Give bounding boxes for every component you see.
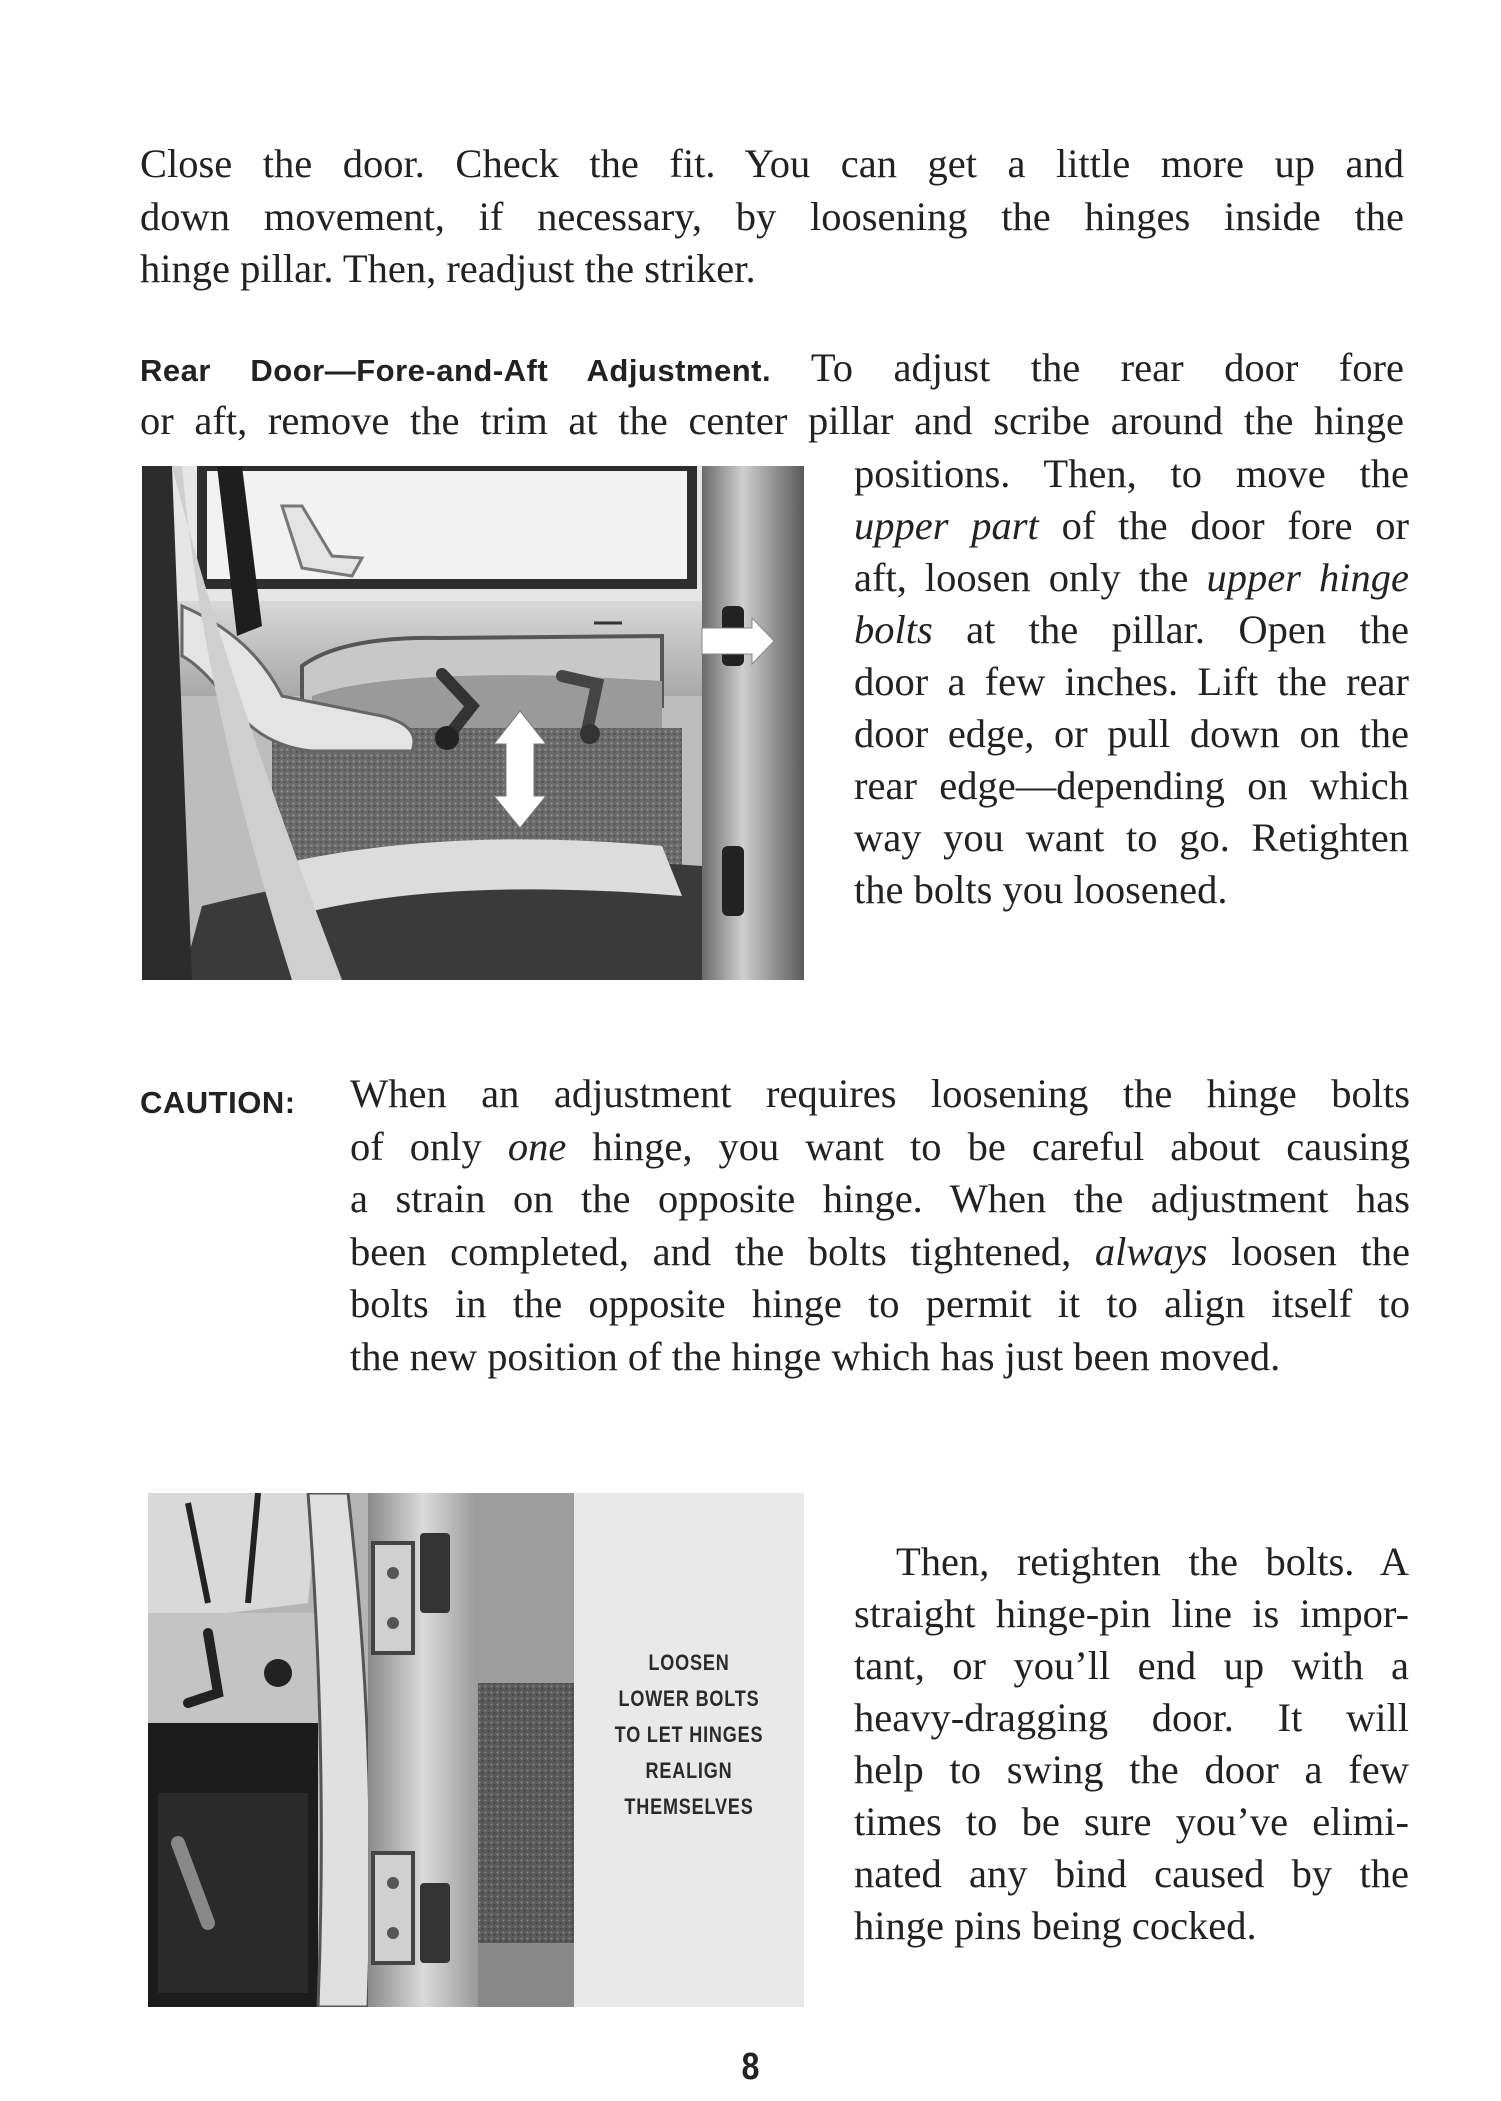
text-line: [140, 342, 1404, 395]
text-run: hinge, you want to be careful about causing: [592, 1123, 1411, 1169]
paragraph-rear-door-adjustment: [140, 342, 1404, 447]
text-line: positions. Then, to move the: [854, 451, 1409, 496]
door-adjustment-photo: [142, 466, 804, 980]
text-line: nated any bind caused by the: [854, 1851, 1409, 1896]
text-line: help to swing the door a few: [854, 1747, 1409, 1792]
callout-line: TO LET HINGES: [614, 1722, 764, 1747]
callout-line: THEMSELVES: [624, 1794, 754, 1819]
text-run: of the door fore or: [1061, 503, 1410, 548]
text-run: of only: [350, 1123, 482, 1169]
text-line: [854, 500, 1409, 552]
text-line: When an adjustment requires loosening the hinge bolts: [350, 1071, 1410, 1116]
text-line: [854, 604, 1409, 656]
text-line: door a few inches. Lift the rear: [854, 659, 1409, 704]
text-line: hinge pins being cocked.: [854, 1903, 1257, 1948]
paragraph-door-fit: [140, 138, 1404, 296]
emphasis: bolts: [854, 607, 933, 652]
text-line: [854, 552, 1409, 604]
emphasis: one: [507, 1123, 567, 1169]
caution-text: [350, 1068, 1410, 1383]
text-line: bolts in the opposite hinge to permit it to align itself to: [350, 1281, 1410, 1326]
text-line: the new position of the hinge which has just been moved.: [350, 1333, 1281, 1379]
text-line: times to be sure you’ve elimi-: [854, 1799, 1409, 1844]
emphasis: always: [1094, 1228, 1208, 1274]
hinge-photo-image: [148, 1493, 574, 2007]
callout-label: [595, 1645, 784, 1825]
text-line: a strain on the opposite hinge. When the adjustment has: [350, 1176, 1410, 1221]
text-run: To adjust the rear door fore: [810, 345, 1404, 390]
wrapped-text-rear-door: [854, 448, 1409, 916]
callout-panel: [574, 1493, 804, 2007]
text-line: or aft, remove the trim at the center pillar and scribe around the hinge: [140, 397, 1404, 443]
text-line: heavy-dragging door. It will: [854, 1695, 1409, 1740]
text-line: tant, or you’ll end up with a: [854, 1643, 1409, 1688]
text-line: down movement, if necessary, by loosening the hinges inside the: [140, 193, 1404, 239]
wrapped-text-retighten: [854, 1536, 1409, 1952]
callout-line: REALIGN: [645, 1758, 733, 1783]
text-line: rear edge—depending on which: [854, 763, 1409, 808]
section-heading: Rear Door—Fore-and-Aft Adjustment.: [140, 353, 772, 388]
callout-line: LOOSEN: [648, 1650, 730, 1675]
text-run: aft, loosen only the: [854, 555, 1189, 600]
callout-line: LOWER BOLTS: [618, 1686, 760, 1711]
text-line: door edge, or pull down on the: [854, 711, 1409, 756]
text-run: at the pillar. Open the: [966, 607, 1409, 652]
emphasis: upper part: [854, 503, 1039, 548]
text-line: hinge pillar. Then, readjust the striker.: [140, 246, 756, 291]
text-run: been completed, and the bolts tightened,: [350, 1228, 1072, 1274]
text-line: straight hinge-pin line is impor-: [854, 1591, 1409, 1636]
emphasis: upper hinge: [1206, 555, 1409, 600]
page-number: 8: [741, 2046, 760, 2088]
text-line: [350, 1121, 1410, 1174]
text-line: [350, 1226, 1410, 1279]
hinge-realign-photo: [148, 1493, 804, 2007]
text-line: way you want to go. Retighten: [854, 815, 1409, 860]
text-line: Then, retighten the bolts. A: [896, 1539, 1409, 1584]
text-line: the bolts you loosened.: [854, 867, 1228, 912]
caution-label: CAUTION:: [140, 1085, 296, 1120]
text-line: Close the door. Check the fit. You can get a little more up and: [140, 141, 1404, 186]
text-run: loosen the: [1231, 1228, 1411, 1274]
